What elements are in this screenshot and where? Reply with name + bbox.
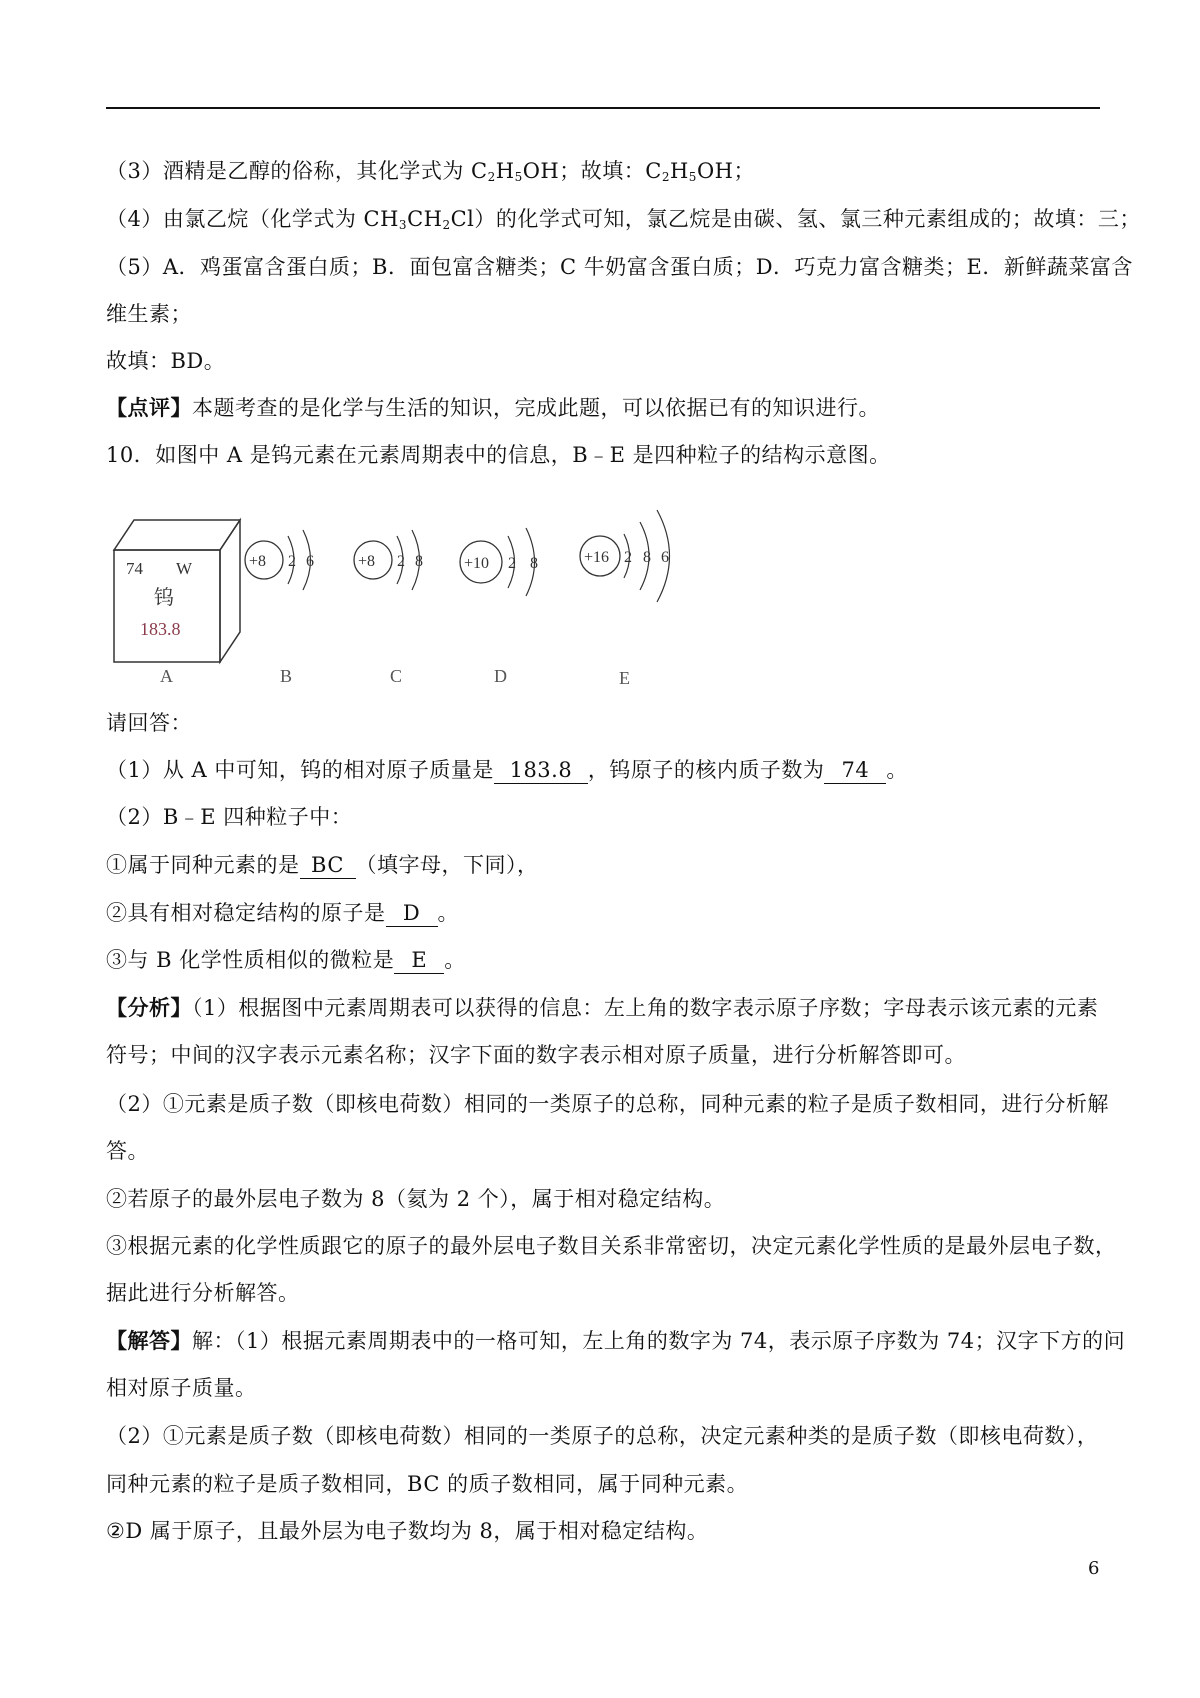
text: 。 — [886, 758, 908, 782]
solution-line-4: 同种元素的粒子是质子数相同，BC 的质子数相同，属于同种元素。 — [106, 1472, 749, 1496]
solution-line-1 — [106, 1326, 1125, 1356]
shell-c-1: 2 — [397, 553, 405, 570]
shell-e-1: 2 — [624, 549, 632, 566]
text-line-5b: 维生素； — [106, 302, 192, 326]
element-symbol: W — [176, 559, 193, 578]
nucleus-c: +8 — [358, 553, 376, 570]
text: （4）由氯乙烷（化学式为 CH — [106, 207, 399, 231]
text: CH — [407, 207, 443, 231]
atomic-mass: 183.8 — [140, 619, 181, 639]
header-rule — [106, 107, 1100, 109]
element-name: 钨 — [154, 587, 174, 609]
text: 解：（1）根据元素周期表中的一格可知，左上角的数字为 74，表示原子序数为 74；汉字下方的问 — [192, 1329, 1126, 1353]
text-line-4 — [106, 204, 1141, 240]
figure-label-c: C — [390, 666, 403, 686]
structure-figure — [110, 492, 760, 692]
page-number: 6 — [1088, 1558, 1100, 1579]
subscript: 5 — [688, 170, 697, 184]
figure-label-d: D — [494, 666, 507, 686]
analysis-line-7: 据此进行分析解答。 — [106, 1281, 300, 1305]
text: Cl）的化学式可知，氯乙烷是由碳、氢、氯三种元素组成的；故填：三； — [450, 207, 1141, 231]
subscript: 2 — [661, 170, 670, 184]
answer-blank-similar: E — [394, 947, 444, 974]
subscript: 2 — [487, 170, 496, 184]
subscript: 2 — [442, 218, 451, 232]
figure-label-e: E — [619, 668, 630, 688]
shell-e-3: 6 — [661, 549, 669, 566]
text: H — [495, 159, 515, 183]
text: ，钨原子的核内质子数为 — [587, 758, 825, 782]
text: 。 — [437, 901, 459, 925]
text: H — [669, 159, 689, 183]
text: （1）根据图中元素周期表可以获得的信息：左上角的数字表示原子序数；字母表示该元素的元素 — [192, 996, 1099, 1020]
atomic-number: 74 — [126, 559, 143, 578]
text: 。 — [444, 948, 466, 972]
solution-tag: 【解答】 — [106, 1328, 192, 1353]
sub-question-1 — [106, 850, 539, 880]
please-answer: 请回答： — [106, 711, 192, 735]
analysis-line-5: ②若原子的最外层电子数为 8（氦为 2 个），属于相对稳定结构。 — [106, 1187, 726, 1211]
sub-question-3 — [106, 945, 466, 975]
analysis-line-6: ③根据元素的化学性质跟它的原子的最外层电子数目关系非常密切，决定元素化学性质的是最外层电子数， — [106, 1234, 1117, 1258]
answer-blank-mass: 183.8 — [494, 757, 588, 784]
question-10: 10．如图中 A 是钨元素在元素周期表中的信息，B﹣E 是四种粒子的结构示意图。 — [106, 443, 891, 467]
answer-1 — [106, 755, 908, 785]
answer-blank-stable: D — [386, 900, 438, 927]
analysis-line-1 — [106, 993, 1098, 1023]
answer-blank-proton: 74 — [824, 757, 886, 784]
text: ①属于同种元素的是 — [106, 853, 300, 877]
text: （1）从 A 中可知，钨的相对原子质量是 — [106, 758, 494, 782]
text: ③与 B 化学性质相似的微粒是 — [106, 948, 395, 972]
text-line-6: 故填：BD。 — [106, 349, 226, 373]
subscript: 3 — [398, 218, 408, 232]
text: OH； — [696, 159, 755, 183]
text: OH；故填：C — [522, 159, 662, 183]
text-line-3 — [106, 156, 755, 192]
text: （3）酒精是乙醇的俗称，其化学式为 C — [106, 159, 488, 183]
shell-b-2: 6 — [306, 553, 314, 570]
comment-text: 本题考查的是化学与生活的知识，完成此题，可以依据已有的知识进行。 — [192, 396, 880, 420]
nucleus-b: +8 — [249, 553, 267, 570]
particle-d — [460, 528, 538, 686]
shell-d-2: 8 — [530, 555, 538, 572]
analysis-line-4: 答。 — [106, 1139, 149, 1163]
analysis-line-3: （2）①元素是质子数（即核电荷数）相同的一类原子的总称，同种元素的粒子是质子数相同，进行分析解 — [106, 1092, 1109, 1116]
element-cell — [114, 520, 240, 662]
sub-question-2 — [106, 898, 459, 928]
solution-line-5: ②D 属于原子，且最外层为电子数均为 8，属于相对稳定结构。 — [106, 1519, 709, 1543]
answer-blank-same-element: BC — [300, 852, 356, 879]
analysis-line-2: 符号；中间的汉字表示元素名称；汉字下面的数字表示相对原子质量，进行分析解答即可。 — [106, 1043, 966, 1067]
particle-b — [245, 530, 314, 686]
shell-b-1: 2 — [288, 553, 296, 570]
subscript: 5 — [514, 170, 523, 184]
answer-2: （2）B﹣E 四种粒子中： — [106, 805, 353, 829]
particle-c — [354, 530, 423, 686]
comment-line — [106, 393, 880, 423]
shell-d-1: 2 — [508, 555, 516, 572]
analysis-tag: 【分析】 — [106, 995, 192, 1020]
text: ②具有相对稳定结构的原子是 — [106, 901, 386, 925]
nucleus-e: +16 — [584, 549, 610, 566]
nucleus-d: +10 — [464, 555, 490, 572]
shell-e-2: 8 — [643, 549, 651, 566]
text: （填字母，下同）， — [355, 853, 539, 877]
figure-label-a: A — [160, 666, 173, 686]
figure-label-b: B — [280, 666, 293, 686]
particle-e — [580, 510, 670, 688]
solution-line-2: 相对原子质量。 — [106, 1376, 257, 1400]
text-line-5a: （5）A．鸡蛋富含蛋白质；B．面包富含糖类；C 牛奶富含蛋白质；D．巧克力富含糖类；E．新鲜蔬菜富含 — [106, 255, 1133, 279]
comment-tag: 【点评】 — [106, 395, 192, 420]
shell-c-2: 8 — [415, 553, 423, 570]
solution-line-3: （2）①元素是质子数（即核电荷数）相同的一类原子的总称，决定元素种类的是质子数（即核电荷数）， — [106, 1424, 1099, 1448]
